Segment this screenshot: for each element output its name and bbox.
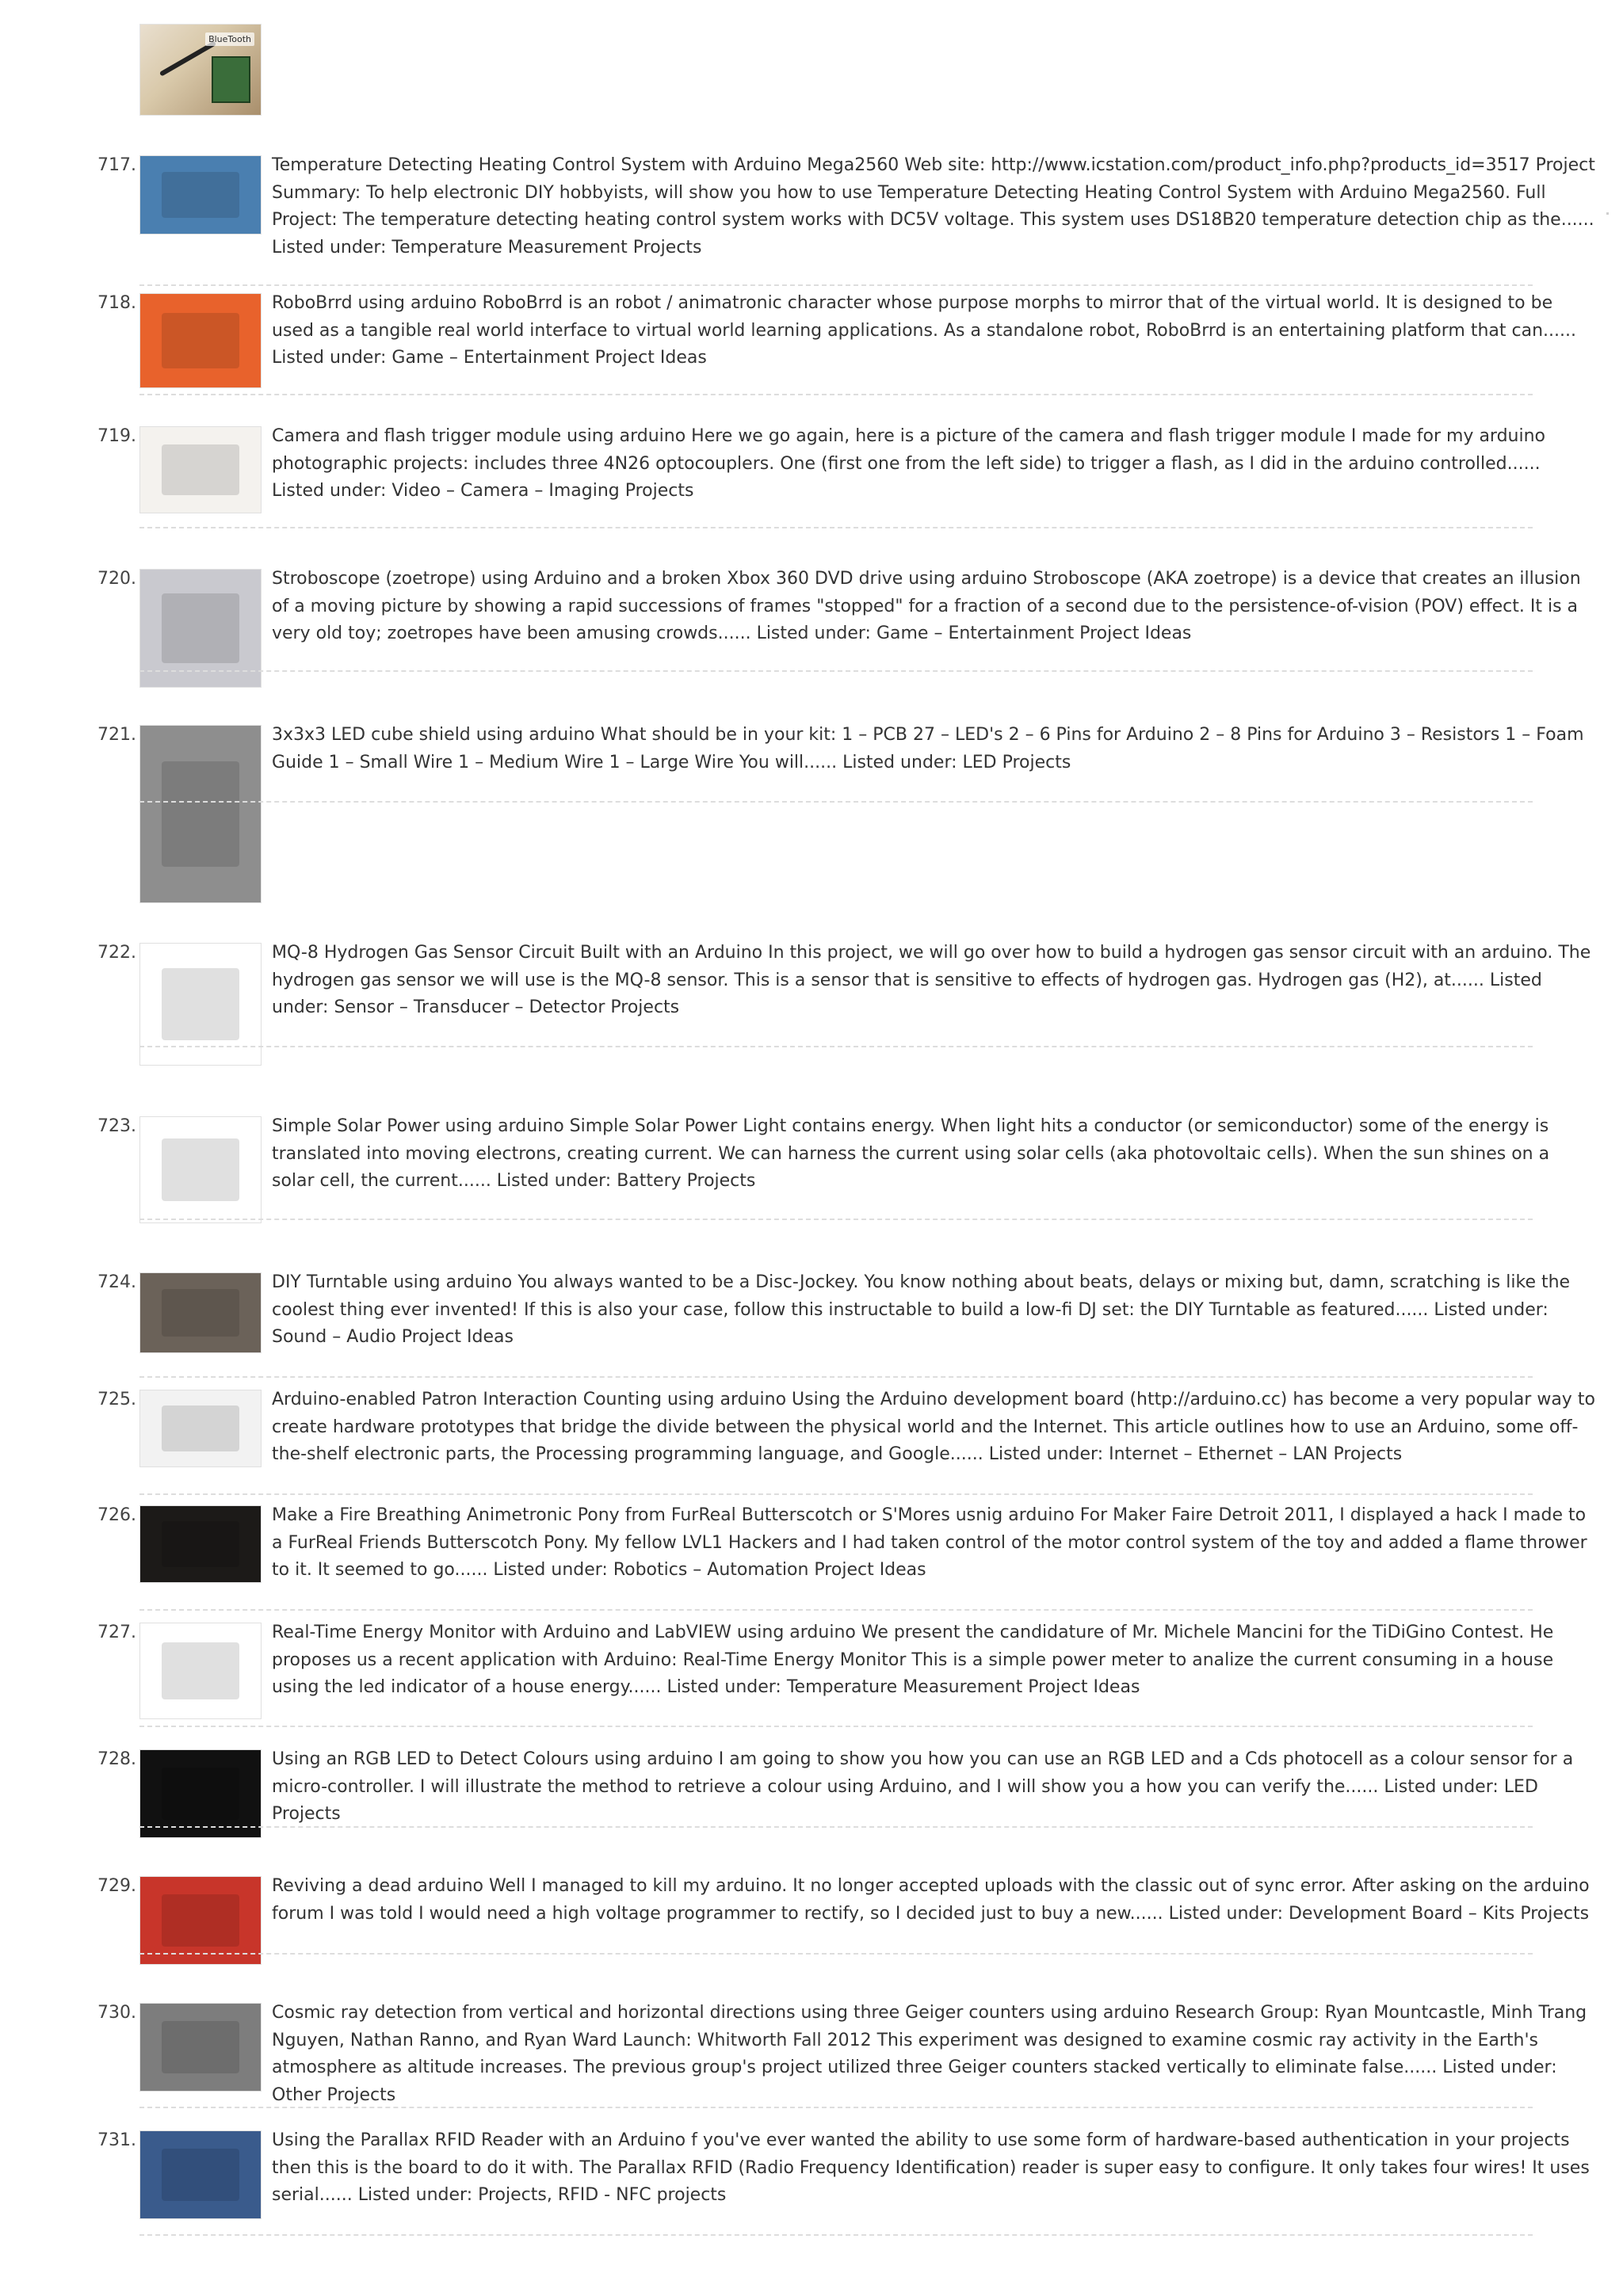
project-thumbnail[interactable] — [139, 1116, 262, 1223]
project-description-link[interactable]: DIY Turntable using arduino You always wanted to be a Disc-Jockey. You know nothing about beats, delays or mixing but, damn, scratching is like the coolest thing ever invented! If this is also your case, follow this instructable to build a low-fi DJ set: the DIY Turntable as featured...... Listed under: Sound – Audio Project Ideas — [272, 1272, 1571, 1347]
project-description-link[interactable]: Simple Solar Power using arduino Simple Solar Power Light contains energy. When light hits a conductor (or semiconductor) some of the energy is translated into moving electrons, creating current. We can harness the current using solar cells (aka photovoltaic cells). When the sun shines on a solar cell, the current...... Listed under: Battery Projects — [272, 1116, 1550, 1191]
item-number: 722. — [97, 943, 136, 963]
item-number: 728. — [97, 1749, 136, 1769]
project-description-link[interactable]: Stroboscope (zoetrope) using Arduino and a broken Xbox 360 DVD drive using arduino Stroboscope (AKA zoetrope) is a device that creates an illusion of a moving picture by showing a rapid successions of frames "stopped" for a fraction of a second due to the persistence-of-vision (POV) effect. It is a very old toy; zoetropes have been amusing crowds...... Listed under: Game – Entertainment Project Ideas — [272, 569, 1581, 643]
project-thumbnail[interactable] — [139, 1390, 262, 1467]
item-number: 729. — [97, 1876, 136, 1896]
project-description-link[interactable]: 3x3x3 LED cube shield using arduino What should be in your kit: 1 – PCB 27 – LED's 2 – 6 Pins for Arduino 2 – 8 Pins for Arduino 3 – Resistors 1 – Foam Guide 1 – Small Wire 1 – Medium Wire 1 – Large Wire You will...... Listed under: LED Projects — [272, 725, 1584, 772]
project-description-link[interactable]: Temperature Detecting Heating Control System with Arduino Mega2560 Web site: http://www.icstation.com/product_info.php?products_id=3517 Project Summary: To help electronic DIY hobbyists, will show you how to use Temperature Detecting Heating Control System with Arduino Mega2560. Full Project: The temperature detecting heating control system works with DC5V voltage. This system uses DS18B20 temperature detection chip as the...... Listed under: Temperature Measurement Projects — [272, 155, 1595, 257]
item-number: 721. — [97, 725, 136, 745]
item-divider — [139, 1376, 1533, 1378]
thumbnail-subject — [162, 761, 239, 868]
item-divider — [139, 284, 1533, 286]
item-divider — [139, 1826, 1533, 1828]
thumbnail-subject — [162, 1894, 239, 1947]
cable-graphic — [159, 40, 216, 76]
item-number: 720. — [97, 569, 136, 589]
thumbnail-label: BlueTooth — [205, 32, 254, 46]
thumbnail-subject — [162, 1138, 239, 1202]
project-thumbnail[interactable] — [139, 725, 262, 903]
item-divider — [139, 801, 1533, 803]
project-description-link[interactable]: Reviving a dead arduino Well I managed to kill my arduino. It no longer accepted uploads with the classic out of sync error. After asking on the arduino forum I was told I would need a high voltage programmer to rectify, so I decided just to buy a new...... Listed under: Development Board – Kits Projects — [272, 1876, 1590, 1924]
item-divider — [139, 1726, 1533, 1727]
thumbnail-subject — [162, 1289, 239, 1337]
project-thumbnail[interactable] — [139, 1623, 262, 1719]
scroll-indicator — [1606, 212, 1609, 215]
item-number: 726. — [97, 1505, 136, 1525]
thumbnail-subject — [162, 2149, 239, 2201]
thumbnail-subject — [162, 968, 239, 1041]
thumbnail-subject — [162, 172, 239, 219]
project-description-link[interactable]: Using the Parallax RFID Reader with an Arduino f you've ever wanted the ability to use some form of hardware-based authentication in your projects then this is the board to do it with. The Parallax RFID (Radio Frequency Identification) reader is super easy to configure. It only takes four wires! It uses serial...... Listed under: Projects, RFID - NFC projects — [272, 2130, 1590, 2205]
item-divider — [139, 1046, 1533, 1047]
project-thumbnail[interactable] — [139, 1749, 262, 1838]
thumbnail-subject — [162, 1521, 239, 1567]
item-number: 731. — [97, 2130, 136, 2150]
item-number: 723. — [97, 1116, 136, 1136]
item-divider — [139, 1219, 1533, 1220]
thumbnail-subject — [162, 1642, 239, 1699]
project-thumbnail[interactable] — [139, 1505, 262, 1583]
project-thumbnail[interactable] — [139, 155, 262, 235]
project-thumbnail[interactable] — [139, 1876, 262, 1965]
project-description-link[interactable]: Cosmic ray detection from vertical and horizontal directions using three Geiger counters using arduino Research Group: Ryan Mountcastle, Minh Trang Nguyen, Nathan Ranno, and Ryan Ward Launch: Whitworth Fall 2012 This experiment was designed to examine cosmic ray activity in the Earth's atmosphere as altitude increases. The previous group's project utilized three Geiger counters stacked vertically to eliminate false...... Listed under: Other Projects — [272, 2003, 1587, 2105]
project-description-link[interactable]: Make a Fire Breathing Animetronic Pony from FurReal Butterscotch or S'Mores usnig arduino For Maker Faire Detroit 2011, I displayed a hack I made to a FurReal Friends Butterscotch Pony. My fellow LVL1 Hackers and I had taken control of the motor control system of the toy and added a flame thrower to it. It seemed to go...... Listed under: Robotics – Automation Project Ideas — [272, 1505, 1587, 1580]
item-divider — [139, 1609, 1533, 1611]
thumbnail-subject — [162, 1405, 239, 1451]
item-divider — [139, 2234, 1533, 2236]
thumbnail-subject — [162, 444, 239, 496]
item-number: 717. — [97, 155, 136, 175]
item-divider — [139, 527, 1533, 528]
item-number: 719. — [97, 426, 136, 446]
project-thumbnail[interactable] — [139, 293, 262, 388]
project-description-link[interactable]: RoboBrrd using arduino RoboBrrd is an robot / animatronic character whose purpose morphs to mirror that of the virtual world. It is designed to be used as a tangible real world interface to virtual world learning applications. As a standalone robot, RoboBrrd is an entertaining platform that can...... Listed under: Game – Entertainment Project Ideas — [272, 293, 1576, 368]
project-description-link[interactable]: Real-Time Energy Monitor with Arduino and LabVIEW using arduino We present the candidature of Mr. Michele Mancini for the TiDiGino Contest. He proposes us a recent application with Arduino: Real-Time Energy Monitor This is a simple power meter to analize the current consuming in a house using the led indicator of a house energy...... Listed under: Temperature Measurement Project Ideas — [272, 1623, 1554, 1697]
project-description-link[interactable]: Arduino-enabled Patron Interaction Counting using arduino Using the Arduino development board (http://arduino.cc) has become a very popular way to create hardware prototypes that bridge the divide between the physical world and the Internet. This article outlines how to use an Arduino, some off-the-shelf electronic parts, the Processing programming language, and Google...... Listed under: Internet – Ethernet – LAN Projects — [272, 1390, 1595, 1464]
thumbnail-subject — [162, 2021, 239, 2073]
project-thumbnail[interactable] — [139, 426, 262, 513]
project-description-link[interactable]: Using an RGB LED to Detect Colours using arduino I am going to show you how you can use an RGB LED and a Cds photocell as a colour sensor for a micro-controller. I will illustrate the method to retrieve a colour using Arduino, and I will show you a how you can verify the...... Listed under: LED Projects — [272, 1749, 1574, 1824]
project-description-link[interactable]: MQ-8 Hydrogen Gas Sensor Circuit Built with an Arduino In this project, we will go over how to build a hydrogen gas sensor circuit with an arduino. The hydrogen gas sensor we will use is the MQ-8 sensor. This is a sensor that is sensitive to effects of hydrogen gas. Hydrogen gas (H2), at...... Listed under: Sensor – Transducer – Detector Projects — [272, 943, 1591, 1017]
thumbnail-subject — [162, 1768, 239, 1820]
board-graphic — [212, 56, 250, 103]
project-description-link[interactable]: Camera and flash trigger module using arduino Here we go again, here is a picture of the camera and flash trigger module I made for my arduino photographic projects: includes three 4N26 optocouplers. One (first one from the left side) to trigger a flash, as I did in the arduino controlled...... Listed under: Video – Camera – Imaging Projects — [272, 426, 1546, 501]
item-number: 718. — [97, 293, 136, 313]
item-divider — [139, 1953, 1533, 1955]
project-thumbnail[interactable] — [139, 1272, 262, 1353]
item-number: 724. — [97, 1272, 136, 1292]
item-number: 725. — [97, 1390, 136, 1409]
item-divider — [139, 1493, 1533, 1495]
project-thumbnail[interactable] — [139, 2003, 262, 2092]
item-divider — [139, 2107, 1533, 2108]
item-divider — [139, 394, 1533, 395]
top-project-thumbnail[interactable] — [139, 24, 262, 116]
item-number: 727. — [97, 1623, 136, 1642]
project-thumbnail[interactable] — [139, 2130, 262, 2219]
item-number: 730. — [97, 2003, 136, 2023]
thumbnail-subject — [162, 313, 239, 369]
thumbnail-subject — [162, 593, 239, 664]
item-divider — [139, 670, 1533, 672]
